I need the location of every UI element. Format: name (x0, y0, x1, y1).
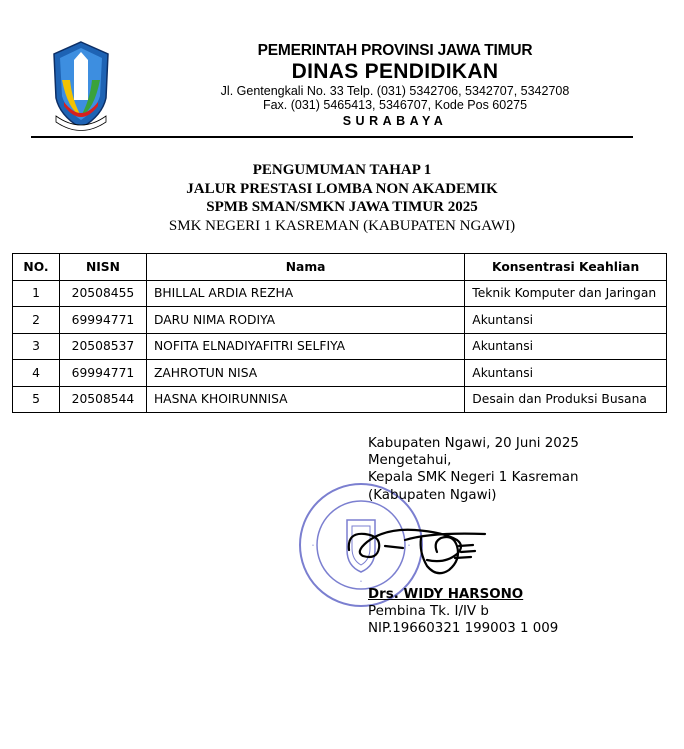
letterhead (190, 41, 600, 129)
cell-nama: HASNA KHOIRUNNISA (146, 386, 464, 413)
announcement-line-4: SMK NEGERI 1 KASREMAN (KABUPATEN NGAWI) (168, 217, 516, 234)
cell-konsentrasi: Desain dan Produksi Busana (465, 386, 667, 413)
announcement-title (0, 161, 684, 235)
cell-nisn: 69994771 (59, 360, 146, 387)
agency-name: DINAS PENDIDIKAN (291, 60, 499, 83)
east-java-emblem-logo (50, 40, 112, 132)
cell-nisn: 20508537 (59, 333, 146, 360)
cell-nama: NOFITA ELNADIYAFITRI SELFIYA (146, 333, 464, 360)
svg-text:★: ★ (359, 580, 363, 583)
announcement-line-2: JALUR PRESTASI LOMBA NON AKADEMIK (186, 180, 498, 197)
cell-no: 5 (13, 386, 60, 413)
cell-konsentrasi: Akuntansi (465, 360, 667, 387)
column-header-no: NO. (13, 254, 60, 281)
column-header-nama: Nama (146, 254, 464, 281)
cell-nisn: 69994771 (59, 307, 146, 334)
signer-position-sub: (Kabupaten Ngawi) (368, 487, 497, 503)
cell-konsentrasi: Teknik Komputer dan Jaringan (465, 280, 667, 307)
cell-nama: DARU NIMA RODIYA (146, 307, 464, 334)
signer-position: Kepala SMK Negeri 1 Kasreman (368, 470, 579, 486)
table-row (13, 280, 667, 307)
signer-name: Drs. WIDY HARSONO (368, 586, 524, 602)
place-date: Kabupaten Ngawi, 20 Juni 2025 (368, 436, 579, 451)
column-header-konsentrasi: Konsentrasi Keahlian (465, 254, 667, 281)
table-row (13, 333, 667, 360)
cell-konsentrasi: Akuntansi (465, 333, 667, 360)
cell-nisn: 20508544 (59, 386, 146, 413)
cell-nama: BHILLAL ARDIA REZHA (146, 280, 464, 307)
column-header-nisn: NISN (59, 254, 146, 281)
table-row (13, 360, 667, 387)
agency-fax: Fax. (031) 5465413, 5346707, Kode Pos 60275 (262, 98, 528, 112)
signer-nip: NIP.19660321 199003 1 009 (368, 621, 559, 637)
acknowledged-label: Mengetahui, (368, 453, 452, 469)
signer-rank: Pembina Tk. I/IV b (368, 604, 489, 620)
agency-city: SURABAYA (342, 114, 448, 128)
cell-konsentrasi: Akuntansi (465, 307, 667, 334)
table-row (13, 307, 667, 334)
signature-block (368, 435, 579, 637)
cell-no: 2 (13, 307, 60, 334)
svg-text:★: ★ (407, 544, 411, 547)
cell-nama: ZAHROTUN NISA (146, 360, 464, 387)
letterhead-divider (31, 136, 633, 138)
cell-nisn: 20508455 (59, 280, 146, 307)
results-table (12, 253, 667, 413)
government-name: PEMERINTAH PROVINSI JAWA TIMUR (257, 42, 533, 59)
cell-no: 1 (13, 280, 60, 307)
announcement-line-3: SPMB SMAN/SMKN JAWA TIMUR 2025 (206, 199, 478, 215)
cell-no: 4 (13, 360, 60, 387)
cell-no: 3 (13, 333, 60, 360)
table-header-row (13, 254, 667, 281)
table-row (13, 386, 667, 413)
agency-address: Jl. Gentengkali No. 33 Telp. (031) 5342706, 5342707, 5342708 (220, 84, 570, 98)
svg-text:★: ★ (311, 544, 315, 547)
announcement-line-1: PENGUMUMAN TAHAP 1 (252, 162, 432, 178)
